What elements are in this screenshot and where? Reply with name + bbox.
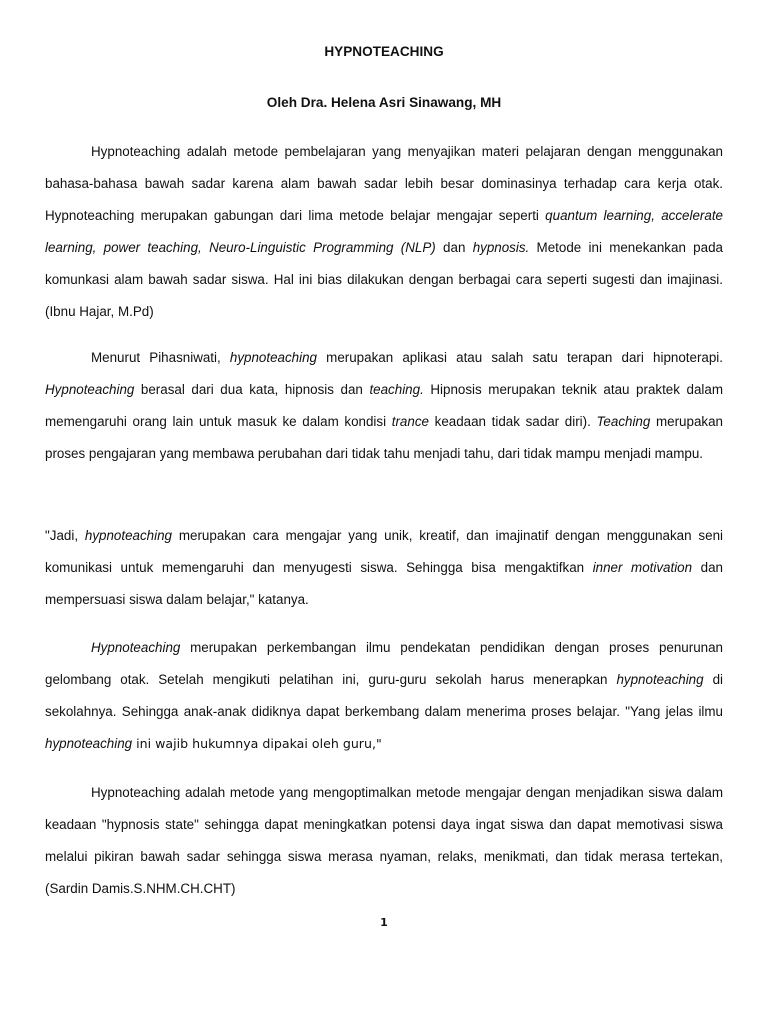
text-segment: Metode ini menekankan pada komunkasi alam bawah sadar siswa. Hal ini bias dilakukan dengan berbagai cara seperti sugesti dan imajinasi. (Ibnu Hajar, M.Pd) (45, 240, 723, 319)
paragraph-1 (45, 136, 723, 328)
text-segment: Hypnoteaching (91, 640, 181, 655)
text-segment: Menurut Pihasniwati, (91, 350, 230, 365)
text-segment: merupakan proses pengajaran yang membawa perubahan dari tidak tahu menjadi tahu, dari tidak mampu menjadi mampu. (45, 414, 723, 461)
text-segment: teaching. (369, 382, 424, 397)
text-segment: berasal dari dua kata, hipnosis dan (134, 382, 370, 397)
text-segment: hypnoteaching (84, 528, 173, 543)
paragraph-5 (45, 777, 723, 905)
text-segment: "Jadi, (45, 528, 85, 543)
text-segment: merupakan perkembangan ilmu pendekatan pendidikan dengan proses penurunan gelombang otak. Setelah mengikuti pelatihan ini, guru-guru sekolah harus menerapkan (45, 640, 723, 687)
text-segment: merupakan cara mengajar yang unik, kreatif, dan imajinatif dengan menggunakan seni komunikasi untuk memengaruhi dan menyugesti siswa. Sehingga bisa mengaktifkan (45, 528, 723, 575)
text-segment: hypnoteaching (45, 736, 133, 751)
text-segment: dan mempersuasi siswa dalam belajar," katanya. (45, 560, 724, 607)
text-segment: keadaan tidak sadar diri). (428, 414, 597, 429)
text-segment: quantum learning, accelerate learning, power teaching, Neuro-Linguistic Programming (NLP) (45, 208, 723, 255)
text-segment: dan (435, 240, 473, 255)
paragraph-3 (45, 520, 723, 616)
text-segment: Hipnosis merupakan teknik atau praktek dalam memengaruhi orang lain untuk masuk ke dalam kondisi (45, 382, 723, 429)
page-number: 1 (380, 916, 388, 929)
text-segment: Teaching (596, 414, 651, 429)
text-segment: inner motivation (592, 560, 693, 575)
text-segment: merupakan aplikasi atau salah satu terapan dari hipnoterapi. (317, 350, 723, 365)
paragraph-4 (45, 632, 723, 760)
text-segment: trance (391, 414, 429, 429)
text-segment: Hypnoteaching adalah metode pembelajaran yang menyajikan materi pelajaran dengan menggunakan bahasa-bahasa bawah sadar karena alam bawah sadar lebih besar dominasinya terhadap cara kerja otak. Hypnoteaching merupakan gabungan dari lima metode belajar mengajar seperti (45, 144, 723, 223)
text-segment: di sekolahnya. Sehingga anak-anak didiknya dapat berkembang dalam menerima proses belajar. "Yang jelas ilmu (45, 672, 723, 719)
document-title: HYPNOTEACHING (324, 44, 444, 59)
document-author: Oleh Dra. Helena Asri Sinawang, MH (266, 95, 502, 110)
text-segment: Hypnoteaching adalah metode yang mengoptimalkan metode mengajar dengan menjadikan siswa dalam keadaan "hypnosis state" sehingga dapat meningkatkan potensi daya ingat siswa dan dapat memotivasi siswa melalui pikiran bawah sadar sehingga siswa merasa nyaman, relaks, menikmati, dan tidak merasa tertekan, (Sardin Damis.S.NHM.CH.CHT) (45, 785, 723, 896)
text-segment: Hypnoteaching (45, 382, 135, 397)
paragraph-2 (45, 342, 723, 470)
text-segment: hypnoteaching (616, 672, 704, 687)
text-segment: hypnoteaching (229, 350, 318, 365)
text-segment: hypnosis. (472, 240, 530, 255)
text-segment: ini wajib hukumnya dipakai oleh guru," (132, 736, 382, 751)
